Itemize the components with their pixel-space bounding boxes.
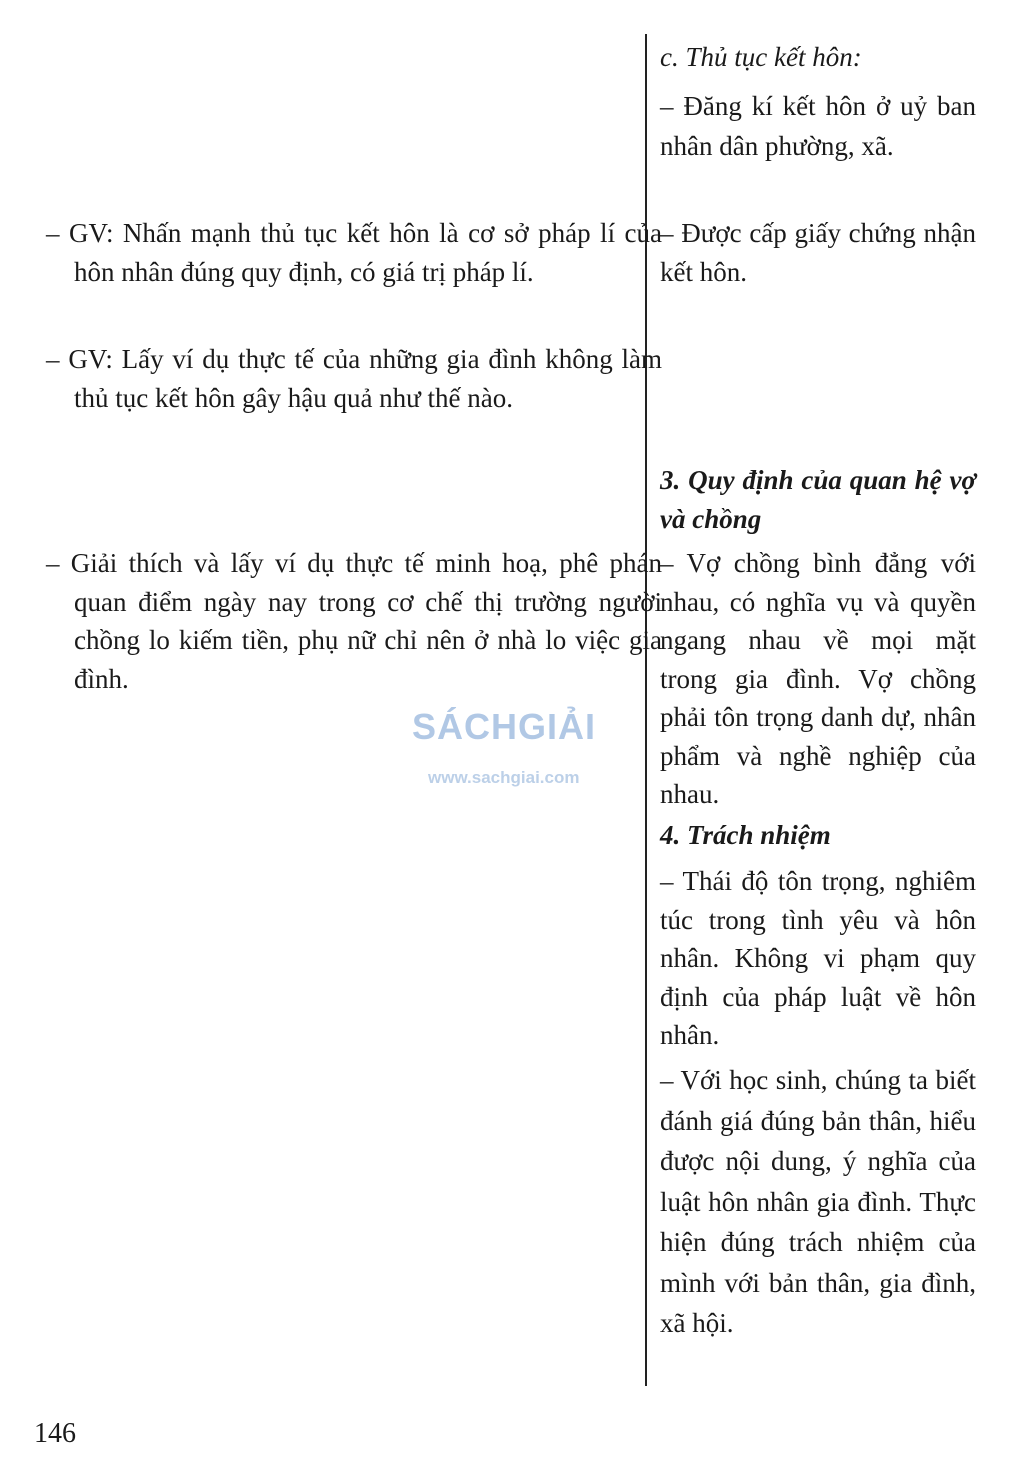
- right-paragraph-c1: – Đăng kí kết hôn ở uỷ ban nhân dân phường, xã.: [660, 91, 976, 161]
- right-paragraph-c2: – Được cấp giấy chứng nhận kết hôn.: [660, 218, 976, 287]
- left-paragraph-3: – Giải thích và lấy ví dụ thực tế minh hoạ, phê phán quan điểm ngày nay trong cơ chế thị trường người chồng lo kiếm tiền, phụ nữ chỉ nên ở nhà lo việc gia đình.: [46, 548, 662, 694]
- watermark-url: www.sachgiai.com: [428, 768, 580, 787]
- heading-section-4: 4. Trách nhiệm: [660, 820, 831, 850]
- right-paragraph-section-4b: – Với học sinh, chúng ta biết đánh giá đúng bản thân, hiểu được nội dung, ý nghĩa của luật hôn nhân gia đình. Thực hiện đúng trách nhiệm của mình với bản thân, gia đình, xã hội.: [660, 1065, 976, 1338]
- right-paragraph-section-4a: – Thái độ tôn trọng, nghiêm túc trong tình yêu và hôn nhân. Không vi phạm quy định của pháp luật về hôn nhân.: [660, 866, 976, 1050]
- left-paragraph-2: – GV: Lấy ví dụ thực tế của những gia đình không làm thủ tục kết hôn gây hậu quả như thế nào.: [46, 344, 662, 413]
- heading-marriage-procedure: c. Thủ tục kết hôn:: [660, 42, 862, 72]
- watermark-logo: [412, 692, 612, 792]
- watermark-brand: SÁCHGIẢI: [412, 706, 597, 747]
- heading-section-3: 3. Quy định của quan hệ vợ và chồng: [660, 465, 976, 534]
- left-paragraph-1: – GV: Nhấn mạnh thủ tục kết hôn là cơ sở pháp lí của hôn nhân đúng quy định, có giá trị pháp lí.: [46, 218, 662, 287]
- page-number: 146: [34, 1418, 76, 1449]
- right-paragraph-section-3: – Vợ chồng bình đẳng với nhau, có nghĩa vụ và quyền ngang nhau về mọi mặt trong gia đình. Vợ chồng phải tôn trọng danh dự, nhân phẩm và nghề nghiệp của nhau.: [660, 548, 976, 809]
